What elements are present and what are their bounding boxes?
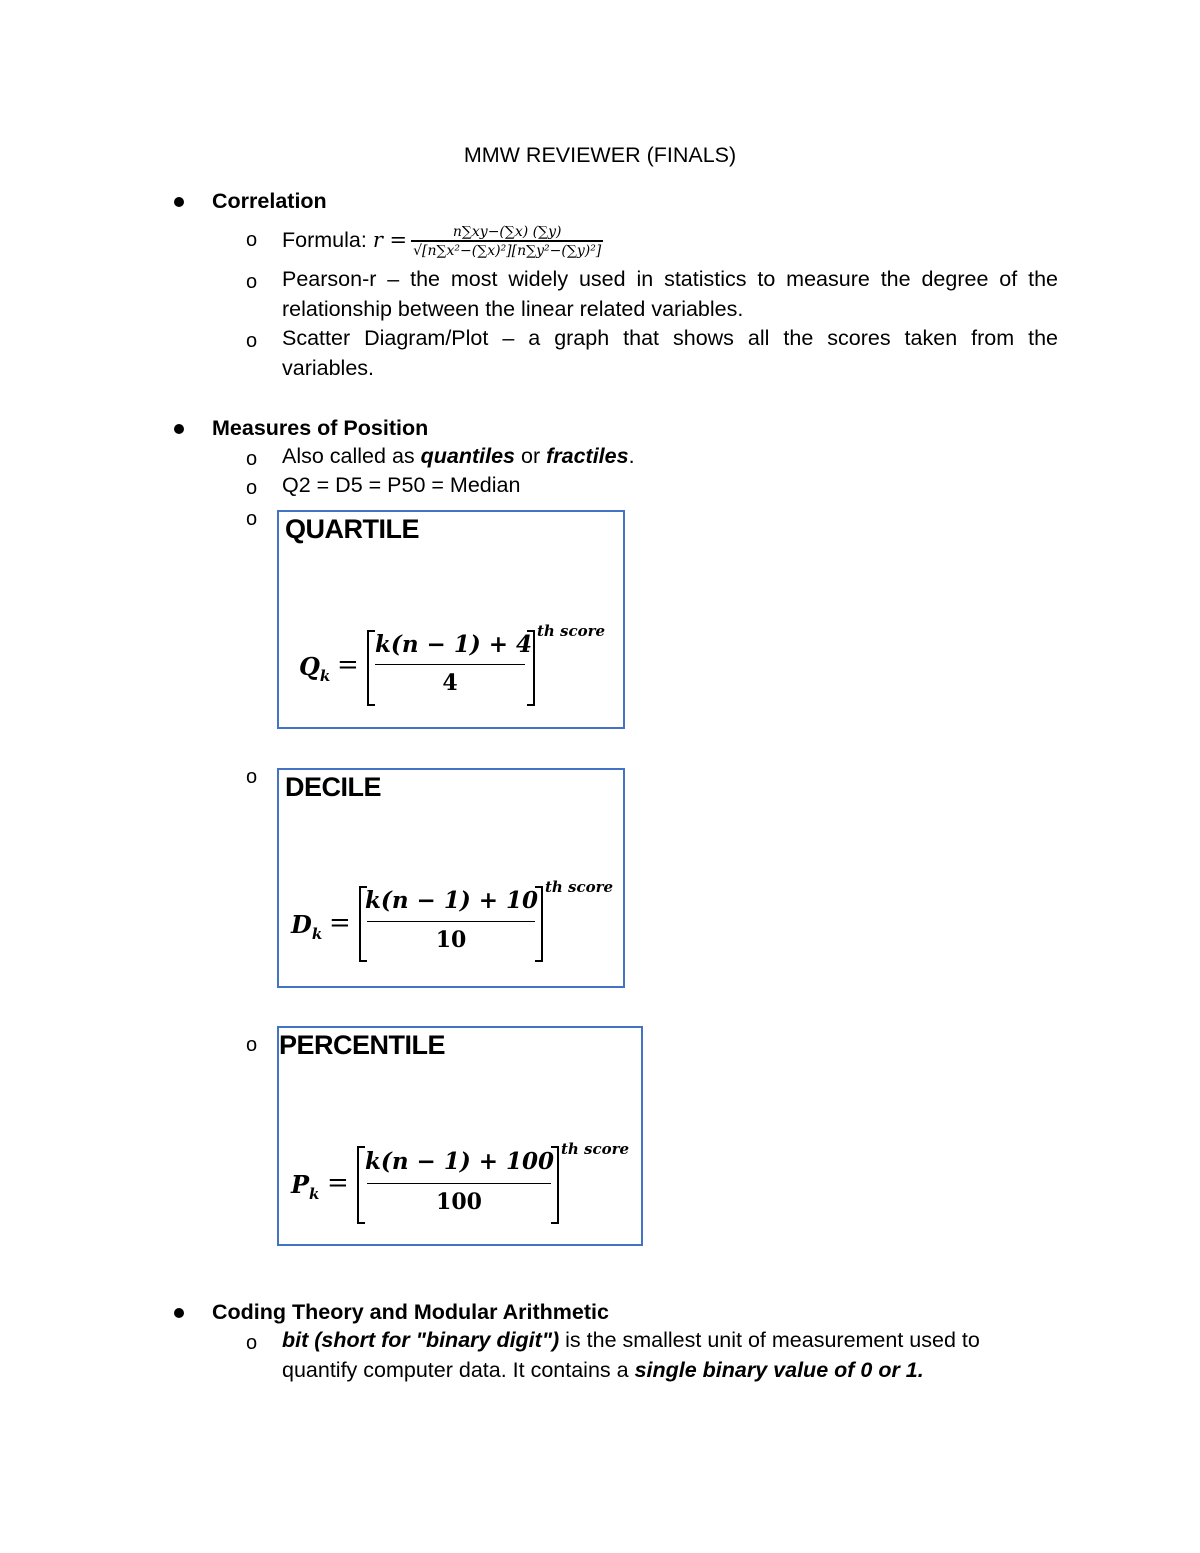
equals-sign: = xyxy=(337,650,359,680)
bit-value: single binary value of 0 or 1. xyxy=(634,1357,924,1382)
decile-numerator: k(n − 1) + 10 xyxy=(365,887,539,914)
percentile-formula xyxy=(279,1028,641,1244)
quartile-title: QUARTILE xyxy=(285,514,419,544)
sub-bullet-icon: o xyxy=(246,1332,258,1354)
bullet-icon xyxy=(174,1308,184,1318)
formula-line xyxy=(282,220,1058,260)
sub-bullet-icon: o xyxy=(246,766,258,788)
quartile-numerator: k(n − 1) + 4 xyxy=(375,631,533,658)
term-fractiles: fractiles xyxy=(546,444,629,468)
bit-description: is the smallest unit of measurement used to quantify computer data. It contains a xyxy=(282,1328,980,1382)
scatter-text: Scatter Diagram/Plot – a graph that shows all the scores taken from the variables. xyxy=(282,326,1058,380)
heading-coding-theory: Coding Theory and Modular Arithmetic xyxy=(212,1300,609,1324)
also-mid: or xyxy=(515,444,547,468)
sub-bullet-icon: o xyxy=(246,271,258,293)
quartile-box xyxy=(277,510,625,729)
document-title: MMW REVIEWER (FINALS) xyxy=(463,143,737,167)
fraction-line xyxy=(375,664,525,665)
bullet-icon xyxy=(174,424,184,434)
bit-text xyxy=(282,1326,1058,1385)
left-bracket xyxy=(367,630,375,706)
decile-formula xyxy=(279,770,623,986)
percentile-box xyxy=(277,1026,643,1246)
percentile-title: PERCENTILE xyxy=(279,1030,446,1060)
also-prefix: Also called as xyxy=(282,444,421,468)
right-bracket xyxy=(551,1146,559,1224)
also-called-text xyxy=(282,442,1058,472)
sub-bullet-icon: o xyxy=(246,229,258,251)
bullet-icon xyxy=(174,197,184,207)
right-bracket xyxy=(527,630,535,706)
left-bracket xyxy=(357,1146,365,1224)
formula-denominator: √[n∑x²−(∑x)²][n∑y²−(∑y)²] xyxy=(411,240,603,259)
heading-correlation: Correlation xyxy=(212,189,327,213)
formula-numerator: n∑xy−(∑x) (∑y) xyxy=(452,223,562,240)
equals-sign: = xyxy=(329,908,351,938)
decile-denominator: 10 xyxy=(435,927,467,953)
decile-superscript: th score xyxy=(545,878,614,896)
quartile-lhs: $Q_k$ xyxy=(299,652,331,685)
term-quantiles: quantiles xyxy=(420,444,516,468)
pearson-text: Pearson-r – the most widely used in statistics to measure the degree of the relationship between the linear related variables. xyxy=(282,267,1058,321)
sub-bullet-icon: o xyxy=(246,477,258,499)
formula-label: Formula: xyxy=(282,228,373,252)
sub-bullet-icon: o xyxy=(246,330,258,352)
percentile-numerator: k(n − 1) + 100 xyxy=(365,1148,555,1175)
quartile-formula xyxy=(279,512,623,727)
sub-bullet-icon: o xyxy=(246,1034,258,1056)
right-bracket xyxy=(535,886,543,962)
decile-box xyxy=(277,768,625,988)
quartile-denominator: 4 xyxy=(442,670,458,696)
percentile-lhs: $P_k$ xyxy=(291,1170,320,1203)
equals-sign: = xyxy=(327,1168,349,1198)
sub-bullet-icon: o xyxy=(246,448,258,470)
bit-term: bit (short for "binary digit") xyxy=(282,1328,560,1352)
decile-title: DECILE xyxy=(285,772,382,802)
quartile-superscript: th score xyxy=(537,622,606,640)
formula-lhs: r = xyxy=(372,228,408,252)
median-text: Q2 = D5 = P50 = Median xyxy=(282,473,521,497)
decile-lhs: $D_k$ xyxy=(291,910,323,943)
sub-bullet-icon: o xyxy=(246,508,258,530)
correlation-fraction xyxy=(411,224,603,259)
fraction-line xyxy=(367,1183,551,1184)
percentile-denominator: 100 xyxy=(436,1189,482,1215)
heading-measures-of-position: Measures of Position xyxy=(212,416,429,440)
also-suffix: . xyxy=(628,444,635,468)
percentile-superscript: th score xyxy=(561,1140,630,1158)
fraction-line xyxy=(367,921,535,922)
